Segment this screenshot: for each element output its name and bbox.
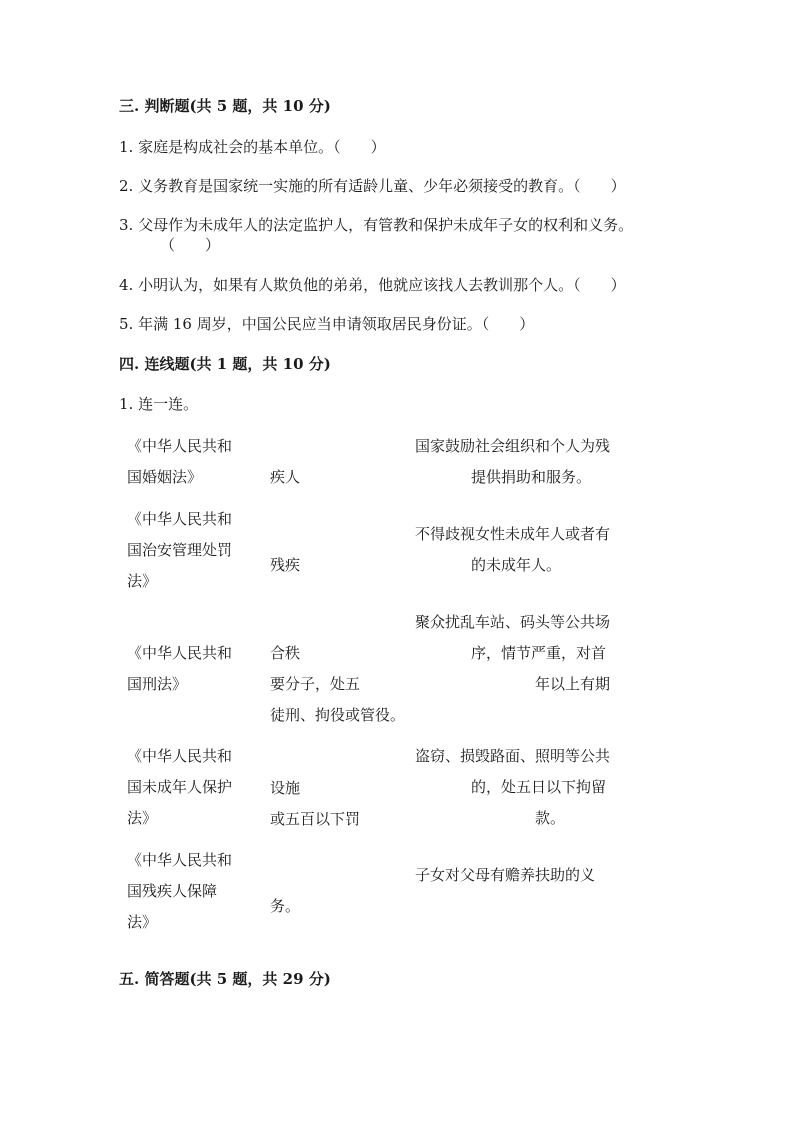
judgment-question-4: 4. 小明认为，如果有人欺负他的弟弟，他就应该找人去教训那个人。（ ） (119, 276, 626, 294)
section-5-heading: 五. 简答题(共 5 题，共 29 分) (119, 970, 331, 988)
left-item-disabled-persons-law: 《中华人民共和 国残疾人保障 法》 (127, 851, 233, 931)
middle-fragment-2: 残疾 (270, 556, 301, 574)
left-item-marriage-law: 《中华人民共和 国婚姻法》 (127, 437, 233, 486)
matching-question-1: 1. 连一连。 (119, 395, 199, 413)
judgment-question-2: 2. 义务教育是国家统一实施的所有适龄儿童、少年必须接受的教育。（ ） (119, 177, 626, 195)
right-item-4: 盗窃、损毁路面、照明等公共 的，处五日以下拘留 款。 (415, 747, 611, 827)
right-item-1: 国家鼓励社会组织和个人为残 提供捐助和服务。 (415, 437, 611, 486)
middle-fragment-3: 合秩 要分子，处五 徒刑、拘役或管役。 (270, 644, 406, 724)
middle-fragment-4: 设施 或五百以下罚 (270, 779, 361, 828)
section-3-heading: 三. 判断题(共 5 题，共 10 分) (119, 97, 331, 115)
right-item-5: 子女对父母有赡养扶助的义 (415, 866, 596, 884)
middle-fragment-5: 务。 (270, 897, 301, 915)
middle-fragment-1: 疾人 (270, 468, 301, 486)
judgment-question-3-blank: （ ） (160, 236, 221, 254)
right-item-3: 聚众扰乱车站、码头等公共场 序，情节严重，对首 年以上有期 (415, 613, 611, 693)
left-item-public-security-law: 《中华人民共和 国治安管理处罚 法》 (127, 510, 233, 590)
judgment-question-5: 5. 年满 16 周岁，中国公民应当申请领取居民身份证。（ ） (119, 315, 535, 333)
right-item-2: 不得歧视女性未成年人或者有 的未成年人。 (415, 525, 611, 574)
left-item-minors-protection-law: 《中华人民共和 国未成年人保护 法》 (127, 747, 233, 827)
judgment-question-3: 3. 父母作为未成年人的法定监护人，有管教和保护未成年子女的权利和义务。 (119, 216, 634, 234)
judgment-question-1: 1. 家庭是构成社会的基本单位。（ ） (119, 138, 386, 156)
left-item-criminal-law: 《中华人民共和 国刑法》 (127, 644, 233, 693)
section-4-heading: 四. 连线题(共 1 题，共 10 分) (119, 355, 331, 373)
